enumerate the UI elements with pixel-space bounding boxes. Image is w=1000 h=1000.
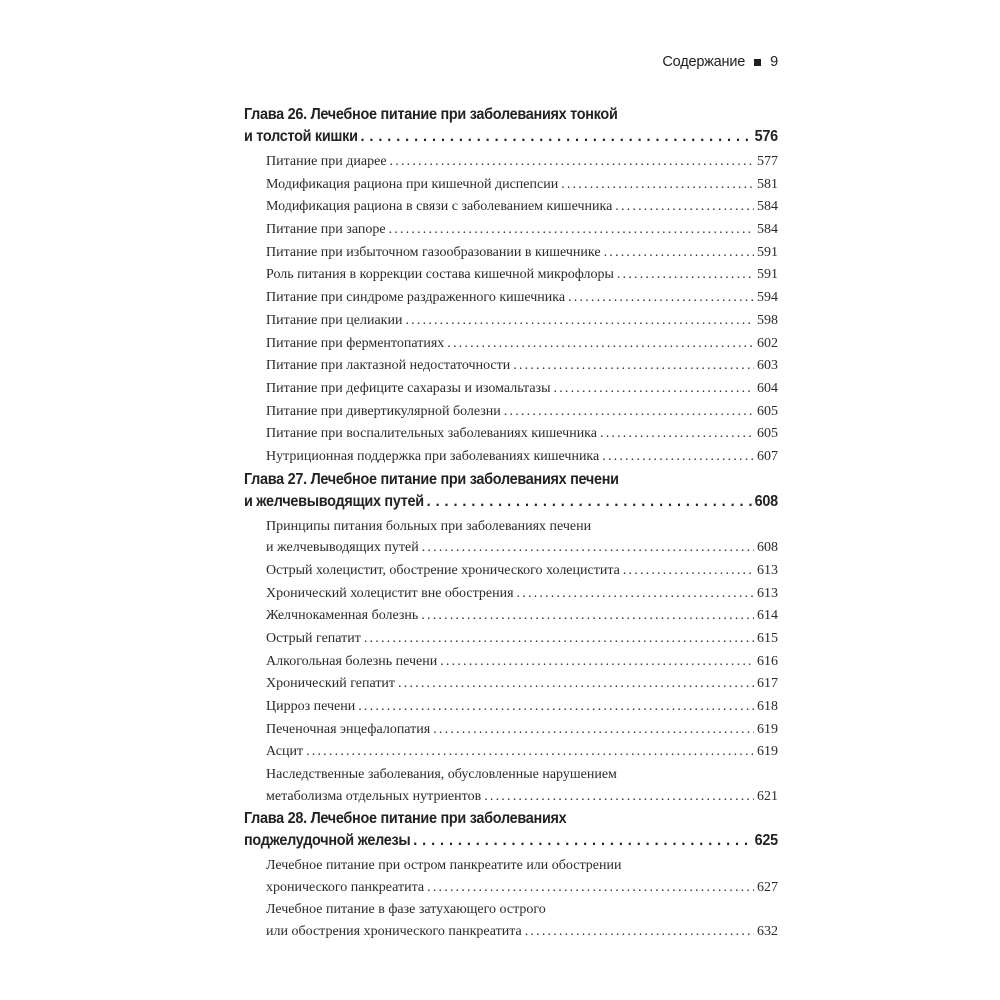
entry-line bbox=[244, 469, 778, 491]
dot-leader bbox=[413, 830, 752, 852]
entry-line bbox=[266, 264, 778, 286]
toc-entry[interactable] bbox=[266, 741, 778, 764]
dot-leader bbox=[504, 401, 754, 423]
entry-line bbox=[266, 401, 778, 423]
entry-line bbox=[266, 628, 778, 650]
dot-leader bbox=[623, 560, 754, 582]
entry-line bbox=[244, 104, 778, 126]
dot-leader bbox=[517, 583, 754, 605]
entry-text: Желчнокаменная болезнь bbox=[266, 608, 419, 624]
entry-page-number: 577 bbox=[757, 154, 778, 169]
entry-line bbox=[266, 786, 778, 808]
chapter-heading[interactable] bbox=[244, 469, 778, 513]
entry-page-number: 614 bbox=[757, 608, 778, 624]
entry-text: Питание при ферментопатиях bbox=[266, 335, 445, 351]
entry-page-number: 613 bbox=[757, 562, 778, 578]
toc-entry[interactable] bbox=[266, 378, 778, 401]
dot-leader bbox=[554, 378, 755, 400]
entry-page-number: 594 bbox=[757, 290, 778, 306]
entry-line bbox=[266, 696, 778, 718]
dot-leader bbox=[427, 491, 752, 513]
entry-text: Лечебное питание в фазе затухающего острого bbox=[266, 902, 546, 918]
entry-line bbox=[266, 741, 778, 763]
entry-text: Роль питания в коррекции состава кишечной микрофлоры bbox=[266, 267, 614, 283]
dot-leader bbox=[604, 242, 754, 264]
entry-line bbox=[266, 355, 778, 377]
entry-text: Глава 27. Лечебное питание при заболеваниях печени bbox=[244, 470, 619, 488]
entry-text: Алкогольная болезнь печени bbox=[266, 653, 438, 669]
entry-page-number: 608 bbox=[754, 492, 778, 510]
entry-text: Питание при синдроме раздраженного кишечника bbox=[266, 290, 566, 306]
entry-page-number: 616 bbox=[757, 653, 778, 669]
entry-text: Глава 28. Лечебное питание при заболеваниях bbox=[244, 810, 567, 828]
entry-text: Питание при запоре bbox=[266, 222, 386, 238]
toc-entry[interactable] bbox=[266, 446, 778, 469]
entry-line bbox=[266, 219, 778, 241]
entry-line bbox=[266, 583, 778, 605]
entry-line bbox=[266, 764, 778, 786]
entry-page-number: 618 bbox=[757, 698, 778, 714]
entry-line bbox=[266, 537, 778, 559]
table-of-contents bbox=[244, 104, 778, 944]
entry-line bbox=[266, 287, 778, 309]
toc-entry[interactable] bbox=[266, 764, 778, 808]
entry-text: метаболизма отдельных нутриентов bbox=[266, 788, 482, 804]
entry-line bbox=[266, 310, 778, 332]
entry-text: Питание при целиакии bbox=[266, 312, 403, 328]
dot-leader bbox=[447, 333, 754, 355]
entry-page-number: 627 bbox=[757, 879, 778, 895]
entry-text: Асцит bbox=[266, 744, 304, 760]
toc-entry[interactable] bbox=[266, 355, 778, 378]
toc-entry[interactable] bbox=[266, 855, 778, 899]
entry-line bbox=[266, 196, 778, 218]
dot-leader bbox=[484, 786, 754, 808]
entry-line bbox=[266, 151, 778, 173]
dot-leader bbox=[427, 877, 754, 899]
entry-text: Модификация рациона при кишечной диспепсии bbox=[266, 176, 559, 192]
toc-entry[interactable] bbox=[266, 583, 778, 606]
entry-line bbox=[244, 830, 778, 852]
entry-text: Питание при лактазной недостаточности bbox=[266, 358, 511, 374]
entry-line bbox=[266, 333, 778, 355]
dot-leader bbox=[390, 151, 754, 173]
running-header bbox=[662, 54, 778, 70]
toc-entry[interactable] bbox=[266, 673, 778, 696]
page-number: 9 bbox=[770, 54, 778, 70]
entry-page-number: 576 bbox=[754, 128, 778, 145]
entry-page-number: 615 bbox=[757, 630, 778, 646]
entry-text: Острый гепатит bbox=[266, 630, 361, 646]
entry-page-number: 605 bbox=[757, 403, 778, 419]
entry-line bbox=[266, 446, 778, 468]
toc-entry[interactable] bbox=[266, 516, 778, 560]
entry-line bbox=[244, 808, 778, 830]
entry-text: Хронический холецистит вне обострения bbox=[266, 585, 514, 601]
toc-entry[interactable] bbox=[266, 174, 778, 197]
entry-text: и толстой кишки bbox=[244, 128, 358, 145]
entry-line bbox=[266, 605, 778, 627]
entry-text: или обострения хронического панкреатита bbox=[266, 923, 522, 939]
dot-leader bbox=[364, 628, 754, 650]
entry-line bbox=[266, 719, 778, 741]
entry-line bbox=[266, 899, 778, 921]
entry-page-number: 584 bbox=[757, 222, 778, 238]
entry-line bbox=[266, 378, 778, 400]
dot-leader bbox=[433, 719, 754, 741]
toc-entry[interactable] bbox=[266, 696, 778, 719]
entry-text: Глава 26. Лечебное питание при заболеваниях тонкой bbox=[244, 106, 618, 123]
chapter-heading[interactable] bbox=[244, 104, 778, 148]
toc-entry[interactable] bbox=[266, 310, 778, 333]
toc-entry[interactable] bbox=[266, 719, 778, 742]
entry-text: и желчевыводящих путей bbox=[244, 492, 424, 510]
entry-line bbox=[266, 174, 778, 196]
entry-line bbox=[266, 516, 778, 538]
dot-leader bbox=[617, 264, 754, 286]
entry-text: Лечебное питание при остром панкреатите или обострении bbox=[266, 858, 622, 874]
entry-page-number: 591 bbox=[757, 267, 778, 283]
dot-leader bbox=[398, 673, 754, 695]
entry-page-number: 591 bbox=[757, 244, 778, 260]
entry-text: Нутриционная поддержка при заболеваниях кишечника bbox=[266, 448, 600, 464]
entry-text: Питание при диарее bbox=[266, 154, 387, 169]
toc-entry[interactable] bbox=[266, 560, 778, 583]
dot-leader bbox=[360, 126, 751, 148]
dot-leader bbox=[602, 446, 754, 468]
dot-leader bbox=[561, 174, 754, 196]
toc-entry[interactable] bbox=[266, 628, 778, 651]
entry-text: Питание при дефиците сахаразы и изомальтазы bbox=[266, 380, 551, 396]
dot-leader bbox=[600, 423, 754, 445]
toc-entry[interactable] bbox=[266, 401, 778, 424]
toc-entry[interactable] bbox=[266, 151, 778, 174]
entry-page-number: 584 bbox=[757, 199, 778, 215]
entry-page-number: 619 bbox=[757, 744, 778, 760]
toc-entry[interactable] bbox=[266, 333, 778, 356]
entry-page-number: 598 bbox=[757, 312, 778, 328]
dot-leader bbox=[405, 310, 754, 332]
entry-page-number: 613 bbox=[757, 585, 778, 601]
entry-page-number: 608 bbox=[757, 540, 778, 556]
entry-line bbox=[244, 491, 778, 513]
toc-entry[interactable] bbox=[266, 287, 778, 310]
entry-page-number: 604 bbox=[757, 380, 778, 396]
entry-line bbox=[244, 126, 778, 148]
entry-text: и желчевыводящих путей bbox=[266, 540, 419, 556]
entry-text: Цирроз печени bbox=[266, 698, 356, 714]
entry-line bbox=[266, 921, 778, 943]
entry-page-number: 632 bbox=[757, 923, 778, 939]
entry-line bbox=[266, 560, 778, 582]
entry-text: Питание при избыточном газообразовании в кишечнике bbox=[266, 244, 601, 260]
dot-leader bbox=[568, 287, 754, 309]
entry-line bbox=[266, 855, 778, 877]
dot-leader bbox=[513, 355, 754, 377]
entry-text: Острый холецистит, обострение хронического холецистита bbox=[266, 562, 620, 578]
entry-page-number: 581 bbox=[757, 176, 778, 192]
entry-page-number: 602 bbox=[757, 335, 778, 351]
entry-page-number: 605 bbox=[757, 426, 778, 442]
section-title: Содержание bbox=[662, 54, 746, 70]
entry-page-number: 625 bbox=[754, 832, 778, 850]
entry-page-number: 607 bbox=[757, 448, 778, 464]
entry-text: поджелудочной железы bbox=[244, 832, 411, 850]
toc-entry[interactable] bbox=[266, 219, 778, 242]
chapter-heading[interactable] bbox=[244, 808, 778, 852]
toc-entry[interactable] bbox=[266, 899, 778, 943]
toc-entry[interactable] bbox=[266, 264, 778, 287]
toc-entry[interactable] bbox=[266, 196, 778, 219]
entry-text: Хронический гепатит bbox=[266, 676, 396, 692]
entry-line bbox=[266, 877, 778, 899]
entry-text: Питание при воспалительных заболеваниях кишечника bbox=[266, 426, 597, 442]
toc-entry[interactable] bbox=[266, 651, 778, 674]
dot-leader bbox=[306, 741, 754, 763]
toc-entry[interactable] bbox=[266, 423, 778, 446]
entry-line bbox=[266, 673, 778, 695]
entry-page-number: 621 bbox=[757, 788, 778, 804]
entry-page-number: 619 bbox=[757, 721, 778, 737]
entry-line bbox=[266, 242, 778, 264]
entry-text: Печеночная энцефалопатия bbox=[266, 721, 431, 737]
toc-entry[interactable] bbox=[266, 242, 778, 265]
dot-leader bbox=[525, 921, 754, 943]
entry-line bbox=[266, 651, 778, 673]
dot-leader bbox=[422, 537, 754, 559]
entry-text: Модификация рациона в связи с заболеванием кишечника bbox=[266, 199, 613, 215]
entry-text: Принципы питания больных при заболеваниях печени bbox=[266, 518, 592, 534]
dot-leader bbox=[440, 651, 754, 673]
entry-text: Наследственные заболевания, обусловленные нарушением bbox=[266, 767, 617, 782]
entry-text: Питание при дивертикулярной болезни bbox=[266, 403, 501, 419]
dot-leader bbox=[615, 196, 754, 218]
entry-page-number: 617 bbox=[757, 676, 778, 692]
dot-leader bbox=[358, 696, 754, 718]
entry-line bbox=[266, 423, 778, 445]
entry-page-number: 603 bbox=[757, 358, 778, 374]
square-bullet-icon bbox=[754, 59, 761, 66]
dot-leader bbox=[421, 605, 754, 627]
toc-entry[interactable] bbox=[266, 605, 778, 628]
entry-text: хронического панкреатита bbox=[266, 879, 425, 895]
dot-leader bbox=[389, 219, 754, 241]
